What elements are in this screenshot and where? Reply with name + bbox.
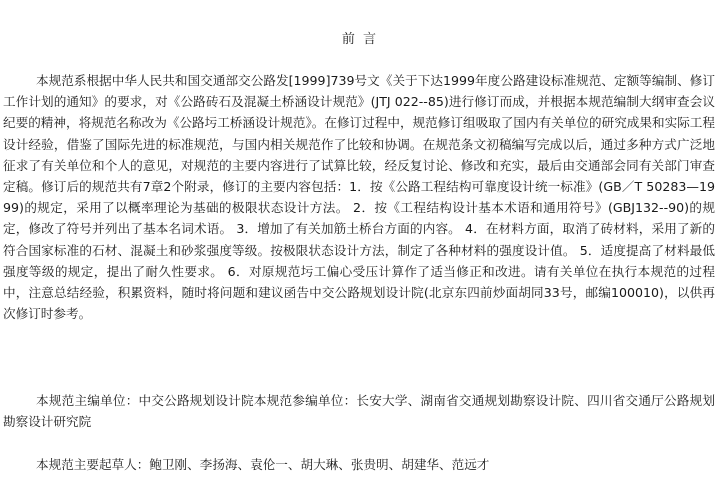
main-drafters-paragraph: 本规范主要起草人：鲍卫刚、李扬海、袁伦一、胡大琳、张贵明、胡建华、范远才 — [36, 457, 490, 472]
editing-units-paragraph: 本规范主编单位：中交公路规划设计院本规范参编单位：长安大学、湖南省交通规划勘察设计院、四川省交通厅公路规划勘察设计研究院 — [3, 393, 715, 430]
document-title: 前 言 — [341, 32, 379, 47]
preface-main-paragraph: 本规范系根据中华人民共和国交通部交公路发[1999]739号文《关于下达1999年度公路建设标准规范、定额等编制、修订工作计划的通知》的要求，对《公路砖石及混凝土桥涵设计规范》(JTJ 022--85)进行修订而成，并根据本规范编制大纲审查会议纪要的精神，将规范名称改为《公路圬工桥涵设计规范》。在修订过程中，规范修订组吸取了国内有关单位的研究成果和实际工程设计经验，借鉴了国际先进的标准规范，与国内相关规范作了比较和协调。在规范条文初稿编写完成以后，通过多种方式广泛地征求了有关单位和个人的意见，对规范的主要内容进行了试算比较，经反复讨论、修改和充实，最后由交通部会同有关部门审查定稿。修订后的规范共有7章2个附录，修订的主要内容包括：1．按《公路工程结构可靠度设计统一标准》(GB／T 50283—1999)的规定，采用了以概率理论为基础的极限状态设计方法。 2．按《工程结构设计基本术语和通用符号》(GBJ132--90)的规定，修改了符号并列出了基本名词术语。 3．增加了有关加筋土桥台方面的内容。 4．在材料方面，取消了砖材料，采用了新的符合国家标准的石材、混凝土和砂浆强度等级。按极限状态设计方法，制定了各种材料的强度设计值。 5．适度提高了材料最低强度等级的规定，提出了耐久性要求。 6．对原规范圬工偏心受压计算作了适当修正和改进。请有关单位在执行本规范的过程中，注意总结经验，积累资料，随时将问题和建议函告中交公路规划设计院(北京东四前炒面胡同33号，邮编100010)，以供再次修订时参考。 — [3, 73, 715, 322]
